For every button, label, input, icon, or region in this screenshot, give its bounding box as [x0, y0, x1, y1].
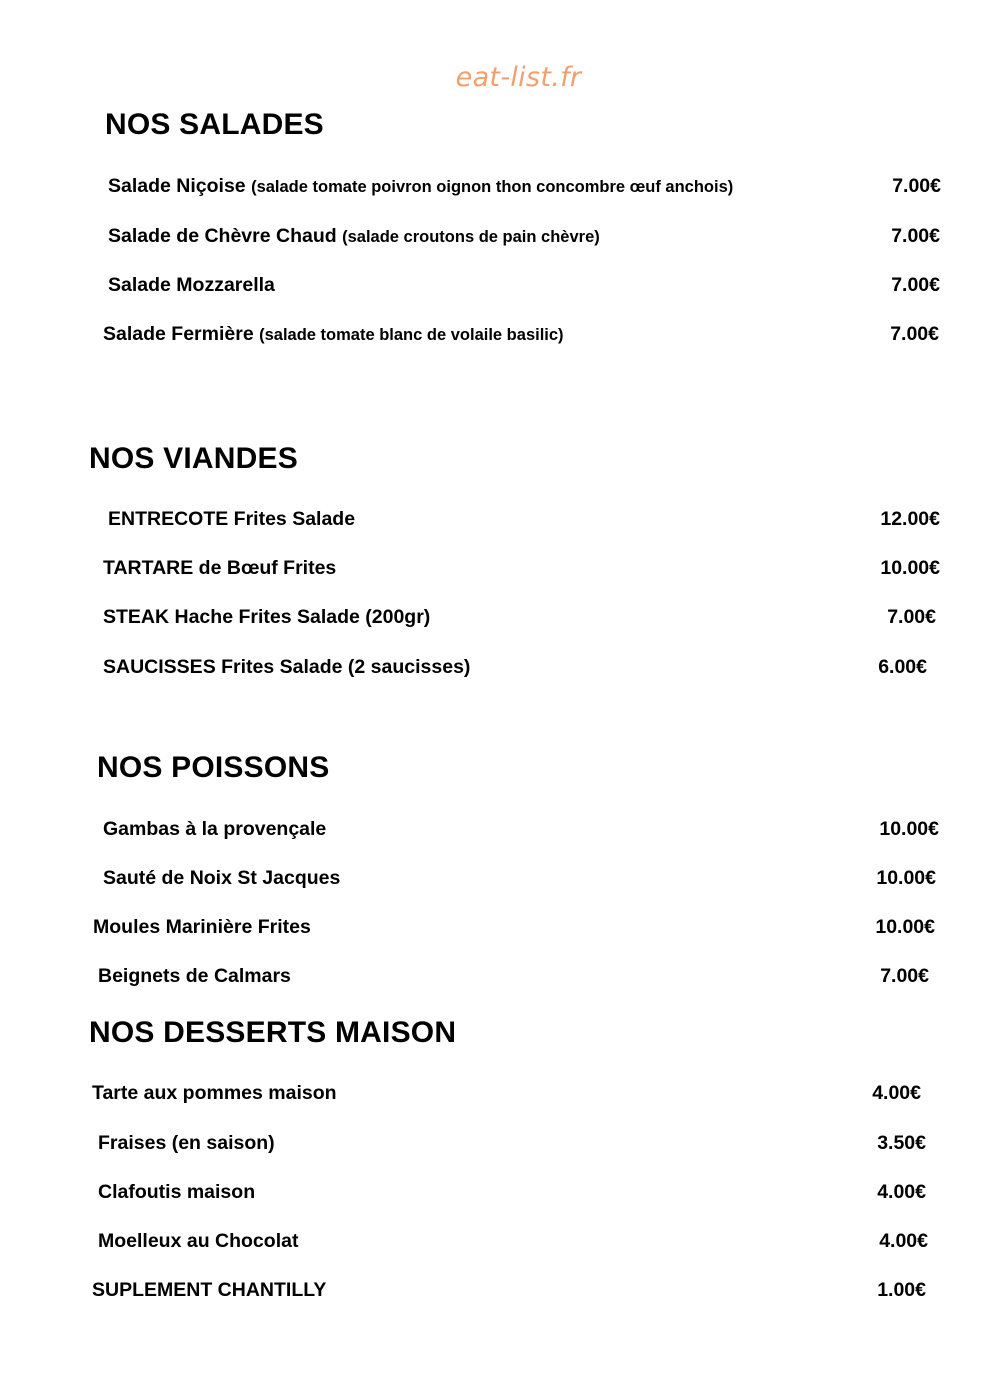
section-title-desserts: NOS DESSERTS MAISON [89, 1016, 457, 1049]
menu-item-name: Moules Marinière Frites [93, 916, 311, 938]
menu-item-price: 7.00€ [891, 225, 940, 247]
menu-item-name: Tarte aux pommes maison [92, 1082, 337, 1104]
section-title-viandes: NOS VIANDES [89, 442, 298, 475]
menu-item-price: 4.00€ [872, 1082, 921, 1104]
menu-item-price: 7.00€ [892, 175, 941, 197]
menu-item-price: 7.00€ [890, 323, 939, 345]
menu-item-price: 4.00€ [877, 1181, 926, 1203]
item-name: Salade Mozzarella [108, 274, 275, 296]
menu-item-name: Gambas à la provençale [103, 818, 327, 840]
menu-item-name [103, 323, 564, 346]
menu-item-price: 7.00€ [887, 606, 936, 628]
menu-item-name [108, 175, 733, 198]
menu-item-price: 10.00€ [875, 916, 935, 938]
item-description: (salade tomate blanc de volaile basilic) [259, 326, 564, 344]
menu-item-name: Fraises (en saison) [98, 1132, 275, 1154]
menu-item-price: 10.00€ [876, 867, 936, 889]
menu-item-name: STEAK Hache Frites Salade (200gr) [103, 606, 431, 628]
section-title-poissons: NOS POISSONS [97, 751, 330, 784]
menu-item-price: 7.00€ [880, 965, 929, 987]
menu-item-name: SAUCISSES Frites Salade (2 saucisses) [103, 656, 471, 678]
menu-item-price: 12.00€ [880, 508, 940, 530]
item-description: (salade croutons de pain chèvre) [342, 228, 600, 246]
menu-item-price: 7.00€ [891, 274, 940, 296]
menu-item-price: 1.00€ [877, 1279, 926, 1301]
menu-item-name: TARTARE de Bœuf Frites [103, 557, 337, 579]
item-description: (salade tomate poivron oignon thon concombre œuf anchois) [251, 178, 734, 196]
menu-item-price: 4.00€ [879, 1230, 928, 1252]
menu-item-price: 3.50€ [877, 1132, 926, 1154]
menu-item-price: 10.00€ [880, 557, 940, 579]
menu-item-name: Beignets de Calmars [98, 965, 291, 987]
menu-item-name: Moelleux au Chocolat [98, 1230, 299, 1252]
menu-item-name: SUPLEMENT CHANTILLY [92, 1279, 327, 1301]
item-name: Salade Niçoise [108, 175, 246, 197]
watermark-text: eat-list.fr [455, 62, 582, 93]
menu-item-name: Sauté de Noix St Jacques [103, 867, 341, 889]
menu-item-price: 10.00€ [879, 818, 939, 840]
item-name: Salade Fermière [103, 323, 254, 345]
menu-item-price: 6.00€ [878, 656, 927, 678]
menu-item-name: ENTRECOTE Frites Salade [108, 508, 356, 530]
item-name: Salade de Chèvre Chaud [108, 225, 337, 247]
section-title-salades: NOS SALADES [105, 108, 324, 141]
menu-item-name: Clafoutis maison [98, 1181, 256, 1203]
menu-item-name [108, 225, 600, 248]
menu-item-name [108, 274, 275, 297]
